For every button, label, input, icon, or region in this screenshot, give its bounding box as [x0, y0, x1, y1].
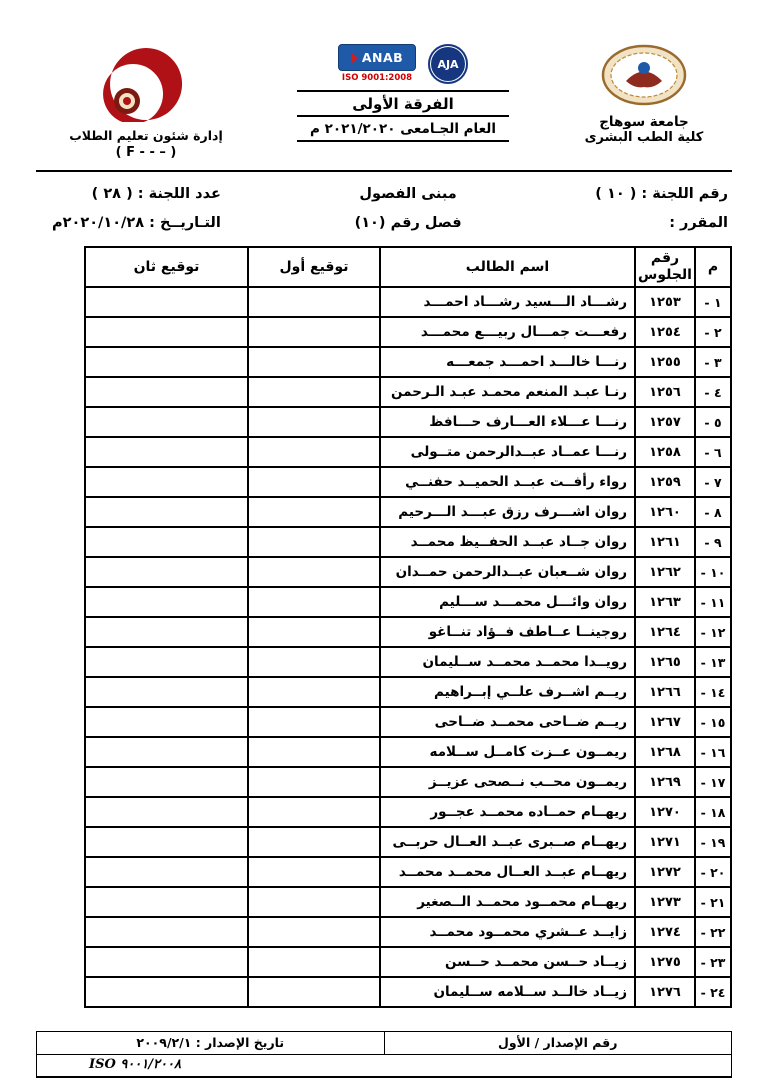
second-signature-cell — [85, 737, 248, 767]
second-signature-cell — [85, 857, 248, 887]
first-signature-cell — [248, 587, 380, 617]
seat-number: ١٢٧٦ — [635, 977, 695, 1007]
col-header-student-name: اسم الطالب — [380, 247, 635, 287]
first-signature-cell — [248, 467, 380, 497]
row-index: ٢٣ - — [695, 947, 731, 977]
seat-number: ١٢٦٧ — [635, 707, 695, 737]
row-index: ٨ - — [695, 497, 731, 527]
iso-certification-line: ISO ٩٠٠١/٢٠٠٨ — [89, 1057, 181, 1072]
seat-number: ١٢٦٥ — [635, 647, 695, 677]
first-signature-cell — [248, 707, 380, 737]
first-signature-cell — [248, 347, 380, 377]
table-row — [85, 827, 731, 857]
student-name: ريهــام عبــد العــال محمــد محمــد — [380, 857, 635, 887]
info-right-column — [595, 180, 728, 238]
student-name: روجينــا عــاطف فــؤاد تنــاغو — [380, 617, 635, 647]
second-signature-cell — [85, 677, 248, 707]
seat-number: ١٢٧٢ — [635, 857, 695, 887]
row-index: ١ - — [695, 287, 731, 317]
student-name: ريمــون محــب نــصحى عزيــز — [380, 767, 635, 797]
seat-number: ١٢٥٥ — [635, 347, 695, 377]
row-index: ١٦ - — [695, 737, 731, 767]
seat-number: ١٢٦٩ — [635, 767, 695, 797]
first-signature-cell — [248, 407, 380, 437]
row-index: ٣ - — [695, 347, 731, 377]
first-signature-cell — [248, 317, 380, 347]
second-signature-cell — [85, 977, 248, 1007]
first-signature-cell — [248, 737, 380, 767]
first-signature-cell — [248, 647, 380, 677]
second-signature-cell — [85, 827, 248, 857]
seat-number: ١٢٦١ — [635, 527, 695, 557]
student-name: روان جــاد عبــد الحفــيظ محمــد — [380, 527, 635, 557]
center-header-block — [253, 44, 553, 142]
second-signature-cell — [85, 467, 248, 497]
row-index: ٢١ - — [695, 887, 731, 917]
table-row — [85, 287, 731, 317]
second-signature-cell — [85, 887, 248, 917]
student-name: رنـا عبـد المنعم محمـد عبـد الـرحمن — [380, 377, 635, 407]
committee-count: عدد اللجنة : ( ٢٨ ) — [91, 186, 221, 202]
student-name: ريهــام محمــود محمــد الــصغير — [380, 887, 635, 917]
table-row — [85, 797, 731, 827]
first-signature-cell — [248, 827, 380, 857]
col-header-first-signature: توقيع أول — [248, 247, 380, 287]
row-index: ١٤ - — [695, 677, 731, 707]
table-row — [85, 407, 731, 437]
row-index: ٢٢ - — [695, 917, 731, 947]
student-name: روان وائـــل محمـــد ســـليم — [380, 587, 635, 617]
row-index: ٦ - — [695, 437, 731, 467]
building-name: مبنى الفصول — [359, 186, 457, 202]
col-header-seat-number: رقم الجلوس — [635, 247, 695, 287]
table-row — [85, 347, 731, 377]
first-signature-cell — [248, 437, 380, 467]
university-name: جامعة سوهاج — [599, 114, 689, 130]
second-signature-cell — [85, 947, 248, 977]
row-index: ٢٠ - — [695, 857, 731, 887]
second-signature-cell — [85, 797, 248, 827]
row-index: ٤ - — [695, 377, 731, 407]
second-signature-cell — [85, 617, 248, 647]
page-footer — [36, 1031, 732, 1078]
course-label: المقرر : — [669, 215, 728, 231]
seat-number: ١٢٥٩ — [635, 467, 695, 497]
student-name: ريهــام صــبرى عبــد العــال حربــى — [380, 827, 635, 857]
issue-number: رقم الإصدار / الأول — [384, 1032, 732, 1054]
table-row — [85, 317, 731, 347]
second-signature-cell — [85, 377, 248, 407]
second-signature-cell — [85, 527, 248, 557]
department-block — [40, 44, 252, 160]
footer-frame — [36, 1031, 732, 1078]
seat-number: ١٢٦٢ — [635, 557, 695, 587]
seat-number: ١٢٦٣ — [635, 587, 695, 617]
row-index: ١٢ - — [695, 617, 731, 647]
table-row — [85, 377, 731, 407]
row-index: ١٥ - — [695, 707, 731, 737]
first-signature-cell — [248, 617, 380, 647]
first-signature-cell — [248, 767, 380, 797]
seat-number: ١٢٧٥ — [635, 947, 695, 977]
issue-date: تاريخ الإصدار : ٢٠٠٩/٢/١ — [136, 1035, 285, 1050]
student-name: ريــم ضــاحى محمــد ضــاحى — [380, 707, 635, 737]
first-signature-cell — [248, 917, 380, 947]
table-row — [85, 947, 731, 977]
second-signature-cell — [85, 647, 248, 677]
first-signature-cell — [248, 287, 380, 317]
first-signature-cell — [248, 947, 380, 977]
student-name: ريهــام حمــاده محمــد عجــور — [380, 797, 635, 827]
first-signature-cell — [248, 797, 380, 827]
second-signature-cell — [85, 587, 248, 617]
seat-number: ١٢٥٨ — [635, 437, 695, 467]
department-name: إدارة شئون تعليم الطلاب — [69, 128, 223, 143]
seat-number: ١٢٥٧ — [635, 407, 695, 437]
student-name: رنـــا خالـــد احمـــد جمعـــه — [380, 347, 635, 377]
row-index: ٢ - — [695, 317, 731, 347]
class-number: فصل رقم (١٠) — [354, 215, 462, 231]
student-name: رنـــا عمــاد عبــدالرحمن متــولى — [380, 437, 635, 467]
title-box — [297, 90, 509, 142]
student-name: زيــاد خالــد ســلامه ســليمان — [380, 977, 635, 1007]
student-table-body — [85, 287, 731, 1007]
second-signature-cell — [85, 347, 248, 377]
student-table — [84, 246, 732, 1008]
university-block — [554, 44, 734, 145]
seat-number: ١٢٧٠ — [635, 797, 695, 827]
anab-iso-label: ISO 9001:2008 — [341, 73, 413, 83]
page-header — [0, 0, 768, 160]
certification-logos — [253, 44, 553, 84]
info-left-column — [52, 180, 221, 238]
seat-number: ١٢٦٨ — [635, 737, 695, 767]
form-code: ( F - - – ) — [115, 145, 177, 160]
first-signature-cell — [248, 887, 380, 917]
table-row — [85, 647, 731, 677]
first-signature-cell — [248, 527, 380, 557]
committee-number: رقم اللجنة : ( ١٠ ) — [595, 186, 728, 202]
faculty-name: كلية الطب البشرى — [584, 130, 704, 145]
row-index: ١٠ - — [695, 557, 731, 587]
col-header-second-signature: توقيع ثان — [85, 247, 248, 287]
student-name: رشـــاد الـــسيد رشـــاد احمـــد — [380, 287, 635, 317]
row-index: ١٨ - — [695, 797, 731, 827]
table-row — [85, 677, 731, 707]
student-name: روان شــعبان عبــدالرحمن حمــدان — [380, 557, 635, 587]
table-row — [85, 767, 731, 797]
sohag-university-emblem-icon — [601, 44, 687, 106]
exam-info — [0, 172, 768, 244]
table-row — [85, 527, 731, 557]
student-name: رويــدا محمــد محمــد ســليمان — [380, 647, 635, 677]
seat-number: ١٢٦٦ — [635, 677, 695, 707]
student-name: ريــم اشــرف علــي إبــراهيم — [380, 677, 635, 707]
row-index: ٢٤ - — [695, 977, 731, 1007]
table-row — [85, 557, 731, 587]
second-signature-cell — [85, 317, 248, 347]
row-index: ١٧ - — [695, 767, 731, 797]
second-signature-cell — [85, 917, 248, 947]
seat-number: ١٢٦٤ — [635, 617, 695, 647]
table-row — [85, 977, 731, 1007]
info-center-column — [355, 180, 462, 238]
exam-date: التـاريــخ : ٢٠٢٠/١٠/٢٨م — [52, 215, 221, 231]
table-row — [85, 707, 731, 737]
second-signature-cell — [85, 557, 248, 587]
row-index: ٩ - — [695, 527, 731, 557]
seat-number: ١٢٦٠ — [635, 497, 695, 527]
crescent-logo-icon — [87, 44, 205, 122]
first-signature-cell — [248, 377, 380, 407]
student-name: رواء رأفــت عبــد الحميــد حفنــي — [380, 467, 635, 497]
seat-number: ١٢٧٤ — [635, 917, 695, 947]
row-index: ٧ - — [695, 467, 731, 497]
seat-number: ١٢٥٦ — [635, 377, 695, 407]
student-name: ريمــون عــزت كامــل ســلامه — [380, 737, 635, 767]
seat-number: ١٢٧١ — [635, 827, 695, 857]
second-signature-cell — [85, 437, 248, 467]
first-signature-cell — [248, 677, 380, 707]
first-signature-cell — [248, 857, 380, 887]
table-row — [85, 467, 731, 497]
anab-mark-icon — [351, 52, 358, 64]
second-signature-cell — [85, 767, 248, 797]
table-row — [85, 737, 731, 767]
seat-number: ١٢٥٣ — [635, 287, 695, 317]
first-signature-cell — [248, 497, 380, 527]
anab-logo — [338, 44, 416, 83]
second-signature-cell — [85, 407, 248, 437]
table-row — [85, 497, 731, 527]
table-header-row — [85, 247, 731, 287]
student-name: روان اشـــرف رزق عبـــد الـــرحيم — [380, 497, 635, 527]
seat-number: ١٢٥٤ — [635, 317, 695, 347]
col-header-index: م — [695, 247, 731, 287]
student-name: زايــد عــشري محمــود محمــد — [380, 917, 635, 947]
row-index: ١٩ - — [695, 827, 731, 857]
table-row — [85, 917, 731, 947]
seat-number: ١٢٧٣ — [635, 887, 695, 917]
row-index: ١١ - — [695, 587, 731, 617]
student-name: زيــاد حــسن محمــد حــسن — [380, 947, 635, 977]
row-index: ٥ - — [695, 407, 731, 437]
row-index: ١٣ - — [695, 647, 731, 677]
academic-year: العام الجـامعى ٢٠٢١/٢٠٢٠ م — [297, 117, 509, 142]
student-name: رنـــا عـــلاء العـــارف حـــافظ — [380, 407, 635, 437]
anab-label: ANAB — [361, 50, 404, 65]
table-row — [85, 857, 731, 887]
second-signature-cell — [85, 287, 248, 317]
first-signature-cell — [248, 977, 380, 1007]
first-signature-cell — [248, 557, 380, 587]
second-signature-cell — [85, 497, 248, 527]
table-row — [85, 887, 731, 917]
student-name: رفعـــت جمـــال ربيـــع محمـــد — [380, 317, 635, 347]
grade-title: الفرقة الأولى — [297, 92, 509, 117]
second-signature-cell — [85, 707, 248, 737]
aja-logo-icon: AJA — [428, 44, 468, 84]
issue-strip — [37, 1031, 731, 1055]
table-row — [85, 437, 731, 467]
table-row — [85, 617, 731, 647]
table-row — [85, 587, 731, 617]
